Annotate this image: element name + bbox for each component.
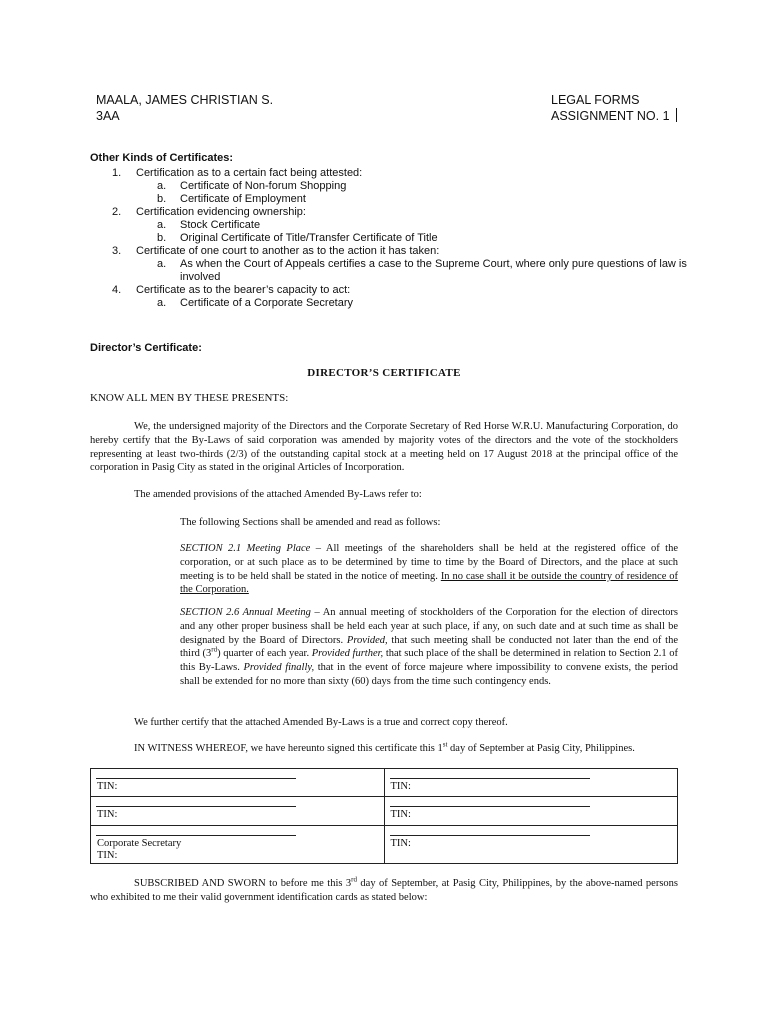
section-2-6 <box>180 606 678 689</box>
outline-subitem-letter: a. <box>157 219 167 231</box>
corporate-secretary-cell[interactable] <box>91 825 385 863</box>
text-cursor-icon <box>676 108 678 122</box>
sworn-text-a: SUBSCRIBED AND SWORN to before me this 3 <box>134 878 352 889</box>
course-title: LEGAL FORMS <box>551 93 640 107</box>
proviso-3: Provided finally, <box>243 662 315 674</box>
subscribed-sworn-paragraph <box>90 877 678 905</box>
sections-intro: The following Sections shall be amended and read as follows: <box>180 517 441 528</box>
section-2-6-text-e: that in the event of force majeure where impossibility to convene exists, the period shall be extended for no more than sixty (60) days from the time such contingency ends. <box>180 662 678 687</box>
signature-line <box>390 806 590 807</box>
outline-item <box>90 245 690 258</box>
outline-item <box>90 167 690 180</box>
section-2-6-text-d: that such place of the shall be determined in relation to Section 2.1 of this By-Laws. <box>180 648 678 674</box>
outline-subitem-letter: a. <box>157 297 167 309</box>
tin-label: TIN: <box>97 849 118 861</box>
outline-subitem <box>90 180 690 193</box>
tin-label: TIN: <box>390 837 411 849</box>
outline-item-text: Certification evidencing ownership: <box>136 206 306 218</box>
know-all-men: KNOW ALL MEN BY THESE PRESENTS: <box>90 392 289 404</box>
sworn-text-b: day of September, at Pasig City, Philippines, by the above-named persons who exhibited to me their valid government identification cards as stated below: <box>90 878 678 903</box>
section-2-1-body: – All meetings of the shareholders shall be held at the registered office of the corporation, or at such place as to be determined by time to time by the Board of Directors, and the place at such meeting is to be held shall be stated in the notice of meeting. <box>180 543 678 582</box>
section-2-6-text-a: – An annual meeting of stockholders of the Corporation for the election of directors and any other proper business shall be held each year at such place, if any, on such date and at such time as shall be designated by the Board of Directors. <box>180 607 678 646</box>
certificate-title: DIRECTOR’S CERTIFICATE <box>307 367 461 379</box>
sworn-sup: rd <box>351 875 357 884</box>
tin-label: TIN: <box>97 809 118 821</box>
outline-subitem <box>90 297 690 310</box>
section-2-1-title: SECTION 2.1 Meeting Place <box>180 543 311 554</box>
section-2-6-title: SECTION 2.6 Annual Meeting <box>180 607 311 618</box>
proviso-1: Provided, <box>346 634 388 646</box>
outline-subitem-text: Certificate of a Corporate Secretary <box>180 297 354 309</box>
signature-table <box>90 768 678 864</box>
outline-subitem-text: As when the Court of Appeals certifies a case to the Supreme Court, where only pure questions of law is involved <box>180 258 687 283</box>
witness-text-b: day of September at Pasig City, Philippines. <box>447 743 635 754</box>
section-2-6-text-c: ) quarter of each year. <box>217 648 312 660</box>
other-certificates-title: Other Kinds of Certificates: <box>90 152 234 164</box>
outline-subitem <box>90 258 690 284</box>
ordinal-sup: rd <box>211 645 218 654</box>
true-copy-statement: We further certify that the attached Amended By-Laws is a true and correct copy thereof. <box>134 717 508 728</box>
proviso-2: Provided further, <box>311 648 384 660</box>
tin-label: TIN: <box>97 781 118 792</box>
witness-sup: st <box>442 740 448 749</box>
signature-line <box>390 835 590 836</box>
outline-subitem <box>90 232 690 245</box>
assignment-number-text: ASSIGNMENT NO. 1 <box>551 109 670 123</box>
student-section: 3AA <box>96 109 120 123</box>
outline-subitem-text: Original Certificate of Title/Transfer Certificate of Title <box>180 232 438 244</box>
outline-subitem <box>90 219 690 232</box>
outline-subitem-text: Certificate of Employment <box>180 193 306 205</box>
outline-item-text: Certificate of one court to another as to the action it has taken: <box>136 245 440 257</box>
outline-subitem-letter: a. <box>157 180 167 192</box>
amended-provisions-intro: The amended provisions of the attached Amended By-Laws refer to: <box>134 489 422 500</box>
other-certificates-list <box>90 152 690 310</box>
certification-paragraph: We, the undersigned majority of the Directors and the Corporate Secretary of Red Horse W.R.U. Manufacturing Corporation, do hereby certify that the By-Laws of said corporation was amended by majority votes of the directors and the vote of the stockholders representing at least two-thirds (2/3) of the outstanding capital stock at a meeting held on 17 August 2018 at the principal office of the corporation in Pasig City as stated in the original Articles of Incorporation. <box>90 421 678 474</box>
assignment-info <box>551 92 677 124</box>
signature-cell[interactable] <box>384 825 678 863</box>
signature-line <box>96 778 296 779</box>
outline-item-number: 4. <box>112 284 122 296</box>
assignment-number <box>551 108 677 124</box>
outline-item-text: Certification as to a certain fact being attested: <box>136 167 363 179</box>
student-name: MAALA, JAMES CHRISTIAN S. <box>96 93 274 107</box>
outline-item <box>90 284 690 297</box>
outline-subitem-text: Stock Certificate <box>180 219 261 231</box>
outline-subitem-letter: a. <box>157 258 167 270</box>
tin-label: TIN: <box>390 809 411 821</box>
signature-cell[interactable] <box>91 797 385 825</box>
outline-item <box>90 206 690 219</box>
directors-certificate-heading: Director’s Certificate: <box>90 342 202 354</box>
section-2-6-text-b: that such meeting shall be conducted not later than the end of the third (3 <box>180 634 678 660</box>
outline-subitem-text: Certificate of Non-forum Shopping <box>180 180 347 192</box>
corporate-secretary-label: Corporate Secretary <box>97 837 182 849</box>
outline-item-number: 2. <box>112 206 122 218</box>
witness-clause <box>134 742 694 756</box>
outline-item-number: 3. <box>112 245 122 257</box>
outline-subitem-letter: b. <box>157 232 167 244</box>
outline-subitem-letter: b. <box>157 193 167 205</box>
signature-line <box>96 806 296 807</box>
signature-line <box>390 778 590 779</box>
signature-cell[interactable] <box>91 769 385 797</box>
student-info <box>96 92 273 124</box>
outline-item-text: Certificate as to the bearer’s capacity to act: <box>136 284 351 296</box>
section-2-1 <box>180 542 678 597</box>
witness-text-a: IN WITNESS WHEREOF, we have hereunto signed this certificate this 1 <box>134 743 443 754</box>
tin-label: TIN: <box>390 781 411 792</box>
signature-cell[interactable] <box>384 797 678 825</box>
signature-line <box>96 835 296 836</box>
outline-subitem <box>90 193 690 206</box>
section-2-1-underlined: In no case shall it be outside the country of residence of the Corporation. <box>180 570 679 596</box>
outline-items <box>90 167 690 310</box>
outline-item-number: 1. <box>112 167 122 179</box>
signature-cell[interactable] <box>384 769 678 797</box>
